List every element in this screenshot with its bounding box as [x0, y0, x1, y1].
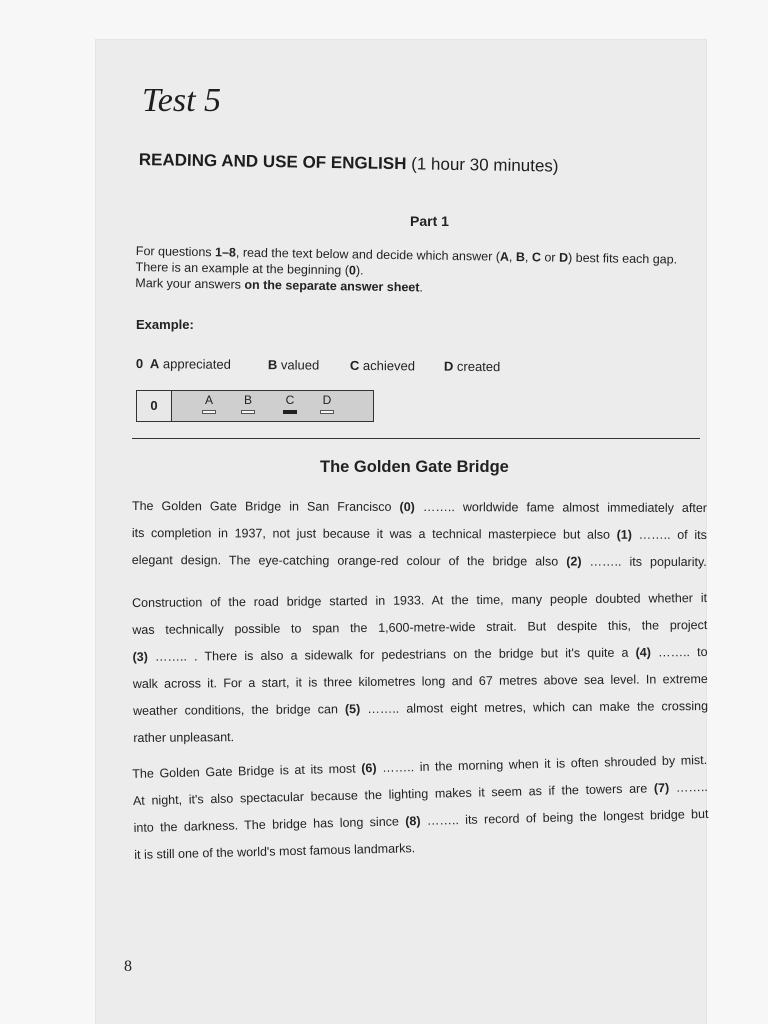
- answer-mark: [202, 410, 216, 414]
- answer-mark: [320, 410, 334, 414]
- option-letter: B: [267, 357, 278, 373]
- gap-number: (5): [344, 702, 361, 717]
- answer-letter: C: [285, 393, 295, 407]
- option-letter: D: [443, 358, 454, 374]
- page-number: 8: [124, 958, 132, 975]
- gap-number: (2): [566, 554, 582, 569]
- test-title: Test 5: [142, 82, 222, 119]
- answer-option-c: [280, 393, 300, 414]
- gap-number: (7): [653, 780, 670, 796]
- option-letter: C: [349, 357, 360, 373]
- option-letter: A: [149, 356, 160, 372]
- text-line: was technically possible to span the 1,600-metre-wide strait. But despite this, the project: [132, 617, 708, 637]
- text-line: At night, it's also spectacular because the lighting makes it seem as if the towers are (7) ……..: [132, 779, 708, 808]
- instruction-line-2: There is an example at the beginning (0).: [135, 259, 364, 278]
- gap-number: (0): [399, 499, 415, 514]
- gap-number: (8): [405, 813, 421, 829]
- section-title: READING AND USE OF ENGLISH: [138, 150, 407, 174]
- article-paragraph-3: [132, 747, 709, 869]
- text-line: The Golden Gate Bridge in San Francisco (0) …….. worldwide fame almost immediately after: [131, 498, 707, 516]
- instructions: [135, 243, 716, 300]
- answer-option-a: [199, 393, 219, 414]
- option-text: achieved: [362, 357, 416, 374]
- answer-mark: [283, 410, 297, 414]
- example-number: 0: [135, 356, 144, 372]
- divider: [132, 438, 700, 439]
- option-text: valued: [280, 357, 320, 373]
- gap-number: (6): [361, 761, 377, 776]
- text-line: it is still one of the world's most famous landmarks.: [134, 841, 416, 862]
- text-line: its completion in 1937, not just because it was a technical masterpiece but also (1) …….. of its: [131, 525, 707, 543]
- section-duration: (1 hour 30 minutes): [411, 154, 559, 176]
- answer-letter: B: [243, 393, 252, 407]
- gap-number: (1): [616, 527, 632, 542]
- gap-number: (4): [635, 645, 651, 660]
- answer-option-b: [238, 393, 258, 414]
- article-paragraph-2: [132, 585, 708, 752]
- answer-letter: A: [204, 393, 213, 407]
- gap-number: (3): [132, 649, 148, 664]
- answer-letter: D: [322, 393, 332, 407]
- part-title: Part 1: [410, 213, 449, 229]
- text-line: elegant design. The eye-catching orange-red colour of the bridge also (2) …….. its popularity.: [131, 552, 707, 570]
- answer-mark: [241, 410, 255, 414]
- text-line: rather unpleasant.: [133, 730, 235, 745]
- text-line: walk across it. For a start, it is three kilometres long and 67 metres above sea level. In extreme: [132, 671, 708, 691]
- text-line: Construction of the road bridge started in 1933. At the time, many people doubted whether it: [132, 590, 708, 610]
- text-line: The Golden Gate Bridge is at its most (6) …….. in the morning when it is often shrouded by mist.: [132, 752, 708, 781]
- instruction-line-3: Mark your answers on the separate answer sheet.: [135, 275, 424, 295]
- option-text: created: [456, 358, 501, 375]
- answer-option-d: [317, 393, 337, 414]
- text-line: (3) …….. . There is also a sidewalk for pedestrians on the bridge but it's quite a (4) …….. to: [132, 644, 708, 664]
- instruction-line-1: For questions 1–8, read the text below and decide which answer (A, B, C or D) best fits each gap.: [135, 243, 678, 267]
- article-title: The Golden Gate Bridge: [320, 458, 509, 476]
- article-paragraph-1: [132, 493, 707, 576]
- answer-number: 0: [137, 391, 172, 421]
- answer-sheet-example: [136, 390, 374, 422]
- option-text: appreciated: [162, 356, 231, 372]
- text-line: into the darkness. The bridge has long since (8) …….. its record of being the longest bridge but: [133, 806, 709, 835]
- text-line: weather conditions, the bridge can (5) …….. almost eight metres, which can make the crossing: [132, 698, 709, 718]
- example-label: Example:: [136, 317, 194, 332]
